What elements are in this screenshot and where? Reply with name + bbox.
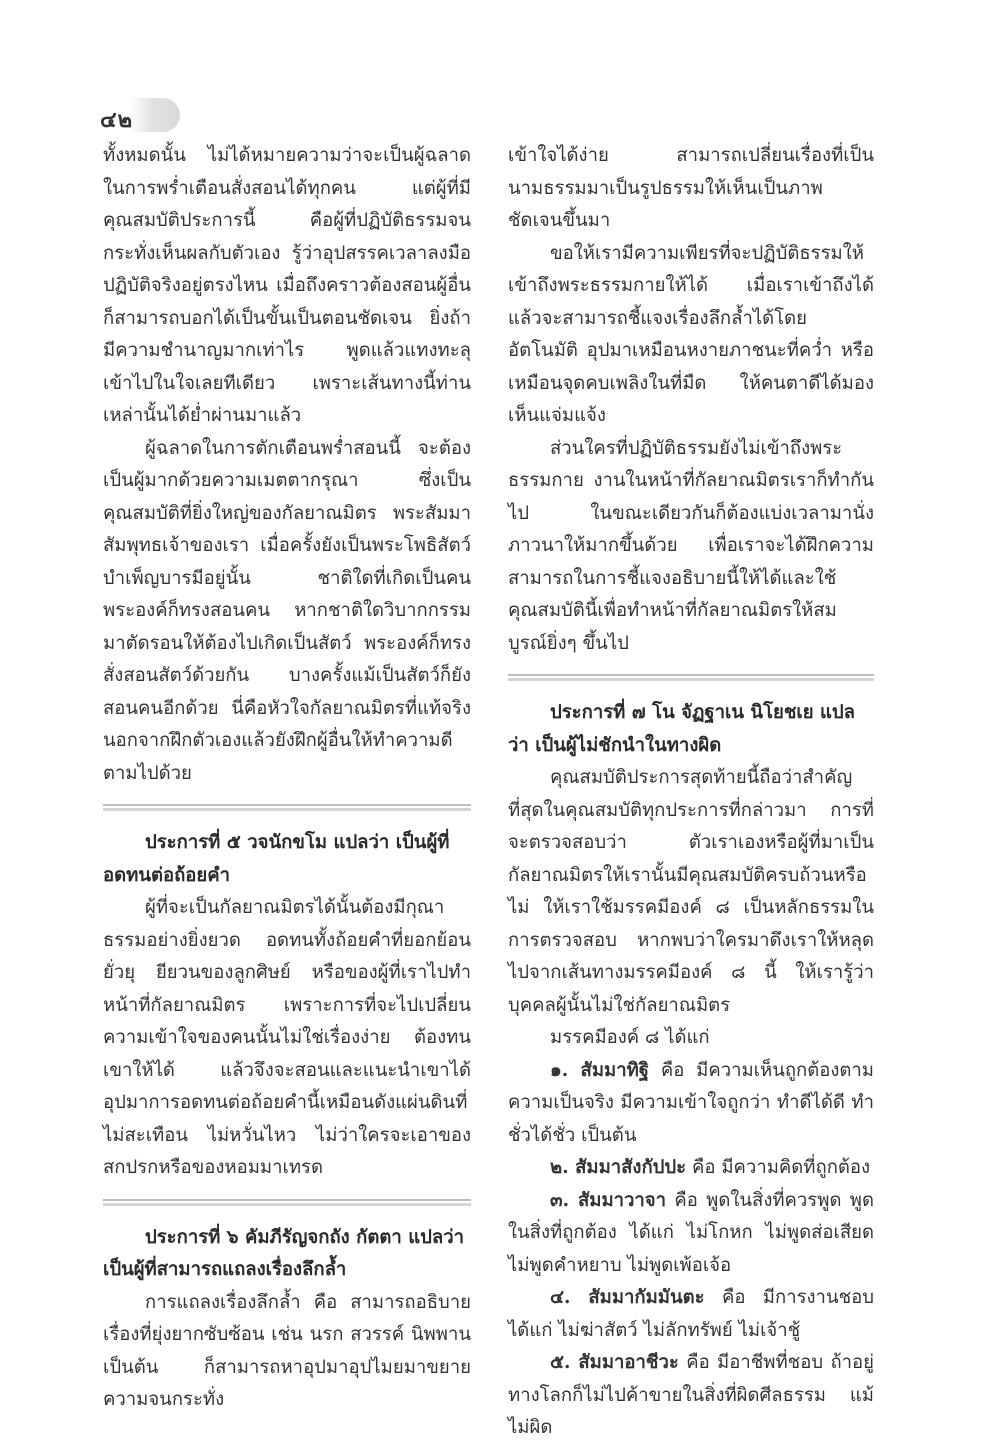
path-item-term: ๔. สัมมากัมมันตะ <box>550 1287 705 1308</box>
path-item-5 <box>508 1347 874 1445</box>
path-item-desc: คือ มีการงานชอบ ได้แก่ ไม่ฆ่าสัตว์ ไม่ลักทรัพย์ ไม่เจ้าชู้ <box>508 1287 874 1341</box>
section-divider <box>103 1199 471 1206</box>
paragraph-quality-5: ผู้ที่จะเป็นกัลยาณมิตรได้นั้นต้องมีกุณาธรรมอย่างยิ่งยวด อดทนทั้งถ้อยคำที่ยอกย้อน ยั่วยุ ยียวนของลูกศิษย์ หรือของผู้ที่เราไปทำหน้าที่กัลยาณมิตร เพราะการที่จะไปเปลี่ยนความเข้าใจของคนนั้นไม่ใช่เรื่องง่าย ต้องทนเขาให้ได้ แล้วจึงจะสอนและแนะนำเขาได้ อุปมาการอดทนต่อถ้อยคำนี้เหมือนดังแผ่นดินที่ไม่สะเทือน ไม่หวั่นไหว ไม่ว่าใครจะเอาของสกปรกหรือของหอมมาเทรด <box>103 897 471 1178</box>
paragraph-quality-7: คุณสมบัติประการสุดท้ายนี้ถือว่าสำคัญที่สุดในคุณสมบัติทุกประการที่กล่าวมา การที่จะตรวจสอบว่า ตัวเราเองหรือผู้ที่มาเป็นกัลยาณมิตรให้เรานั้นมีคุณสมบัติครบถ้วนหรือไม่ ให้เราใช้มรรคมีองค์ ๘ เป็นหลักธรรมในการตรวจสอบ หากพบว่าใครมาดึงเราให้หลุดไปจากเส้นทางมรรคมีองค์ ๘ นี้ ให้เรารู้ว่า บุคคลผู้นั้นไม่ใช่กัลยาณมิตร <box>508 767 874 1016</box>
right-column <box>508 140 874 1445</box>
path-item-3 <box>508 1185 874 1283</box>
path-item-term: ๕. สัมมาอาชีวะ <box>550 1352 679 1373</box>
path-item-term: ๒. สัมมาสังกัปปะ <box>550 1157 687 1178</box>
right-paragraph-b: ส่วนใครที่ปฏิบัติธรรมยังไม่เข้าถึงพระธรรมกาย งานในหน้าที่กัลยาณมิตรเราก็ทำกันไป ในขณะเดียวกันก็ต้องแบ่งเวลามานั่งภาวนาให้มากขึ้นด้วย เพื่อเราจะได้ฝึกความสามารถในการชี้แจงอธิบายนี้ให้ได้และใช้คุณสมบัตินี้เพื่อทำหน้าที่กัลยาณมิตรให้สมบูรณ์ยิ่งๆ ขึ้นไป <box>508 437 874 654</box>
page-number: ๔๒ <box>100 107 134 133</box>
section-divider <box>508 674 874 681</box>
path-item-term: ๑. สัมมาทิฐิ <box>550 1059 650 1081</box>
path-item-desc: คือ มีความคิดที่ถูกต้อง <box>692 1157 871 1178</box>
left-paragraph-1: ผู้ฉลาดในการตักเตือนพร่ำสอนนี้ จะต้องเป็นผู้มากด้วยความเมตตากรุณา ซึ่งเป็นคุณสมบัติที่ยิ่งใหญ่ของกัลยาณมิตร พระสัมมาสัมพุทธเจ้าของเรา เมื่อครั้งยังเป็นพระโพธิสัตว์บำเพ็ญบารมีอยู่นั้น ชาติใดที่เกิดเป็นคน พระองค์ก็ทรงสอนคน หากชาติใดวิบากกรรมมาตัดรอนให้ต้องไปเกิดเป็นสัตว์ พระองค์ก็ทรงสั่งสอนสัตว์ด้วยกัน บางครั้งแม้เป็นสัตว์ก็ยังสอนคนอีกด้วย นี่คือหัวใจกัลยาณมิตรที่แท้จริง นอกจากฝึกตัวเองแล้วยังฝึกผู้อื่นให้ทำความดีตามไปด้วย <box>103 437 471 784</box>
right-continuation-paragraph: เข้าใจได้ง่าย สามารถเปลี่ยนเรื่องที่เป็นนามธรรมมาเป็นรูปธรรมให้เห็นเป็นภาพชัดเจนขึ้นมา <box>508 145 874 231</box>
path-item-desc: คือ มีความเห็นถูกต้องตามความเป็นจริง มีความเข้าใจถูกว่า ทำดีได้ดี ทำชั่วได้ชั่ว เป็นต้น <box>508 1059 874 1146</box>
left-continuation-paragraph: ทั้งหมดนั้น ไม่ได้หมายความว่าจะเป็นผู้ฉลาดในการพร่ำเตือนสั่งสอนได้ทุกคน แต่ผู้ที่มีคุณสมบัติประการนี้ คือผู้ที่ปฏิบัติธรรมจนกระทั่งเห็นผลกับตัวเอง รู้ว่าอุปสรรคเวลาลงมือปฏิบัติจริงอยู่ตรงไหน เมื่อถึงคราวต้องสอนผู้อื่น ก็สามารถบอกได้เป็นขั้นเป็นตอนชัดเจน ยิ่งถ้ามีความชำนาญมากเท่าไร พูดแล้วแทงทะลุเข้าไปในใจเลยทีเดียว เพราะเส้นทางนี้ท่านเหล่านั้นได้ย่ำผ่านมาแล้ว <box>103 145 471 426</box>
path-item-desc: คือ มีอาชีพที่ชอบ ถ้าอยู่ทางโลกก็ไม่ไปค้าขายในสิ่งที่ผิดศีลธรรม แม้ไม่ผิด <box>508 1352 874 1438</box>
heading-quality-5: ประการที่ ๕ วจนักขโม แปลว่า เป็นผู้ที่อดทนต่อถ้อยคำ <box>103 832 450 886</box>
path-item-term: ๓. สัมมาวาจา <box>550 1189 667 1211</box>
section-divider <box>103 804 471 811</box>
eightfold-path-intro: มรรคมีองค์ ๘ ได้แก่ <box>550 1027 710 1048</box>
heading-quality-7: ประการที่ ๗ โน จัฏฐาเน นิโยชเย แปลว่า เป็นผู้ไม่ชักนำในทางผิด <box>508 702 856 756</box>
path-item-1 <box>508 1055 874 1153</box>
left-column <box>103 140 471 1417</box>
paragraph-quality-6: การแถลงเรื่องลึกล้ำ คือ สามารถอธิบายเรื่องที่ยุ่งยากซับซ้อน เช่น นรก สวรรค์ นิพพาน เป็นต้น ก็สามารถหาอุปมาอุปไมยมาขยายความจนกระทั่ง <box>103 1291 471 1410</box>
heading-quality-6: ประการที่ ๖ คัมภีรัญจกถัง กัตตา แปลว่า เป็นผู้ที่สามารถแถลงเรื่องลึกล้ำ <box>103 1226 464 1280</box>
path-item-desc: คือ พูดในสิ่งที่ควรพูด พูดในสิ่งที่ถูกต้อง ได้แก่ ไม่โกหก ไม่พูดส่อเสียด ไม่พูดคำหยาบ ไม่พูดเพ้อเจ้อ <box>508 1189 874 1276</box>
right-paragraph-a: ขอให้เรามีความเพียรที่จะปฏิบัติธรรมให้เข้าถึงพระธรรมกายให้ได้ เมื่อเราเข้าถึงได้แล้วจะสามารถชี้แจงเรื่องลึกล้ำได้โดยอัตโนมัติ อุปมาเหมือนหงายภาชนะที่คว่ำ หรือเหมือนจุดคบเพลิงในที่มืด ให้คนตาดีได้มองเห็นแจ่มแจ้ง <box>508 242 874 426</box>
path-item-4 <box>508 1282 874 1347</box>
path-item-2 <box>508 1152 874 1185</box>
